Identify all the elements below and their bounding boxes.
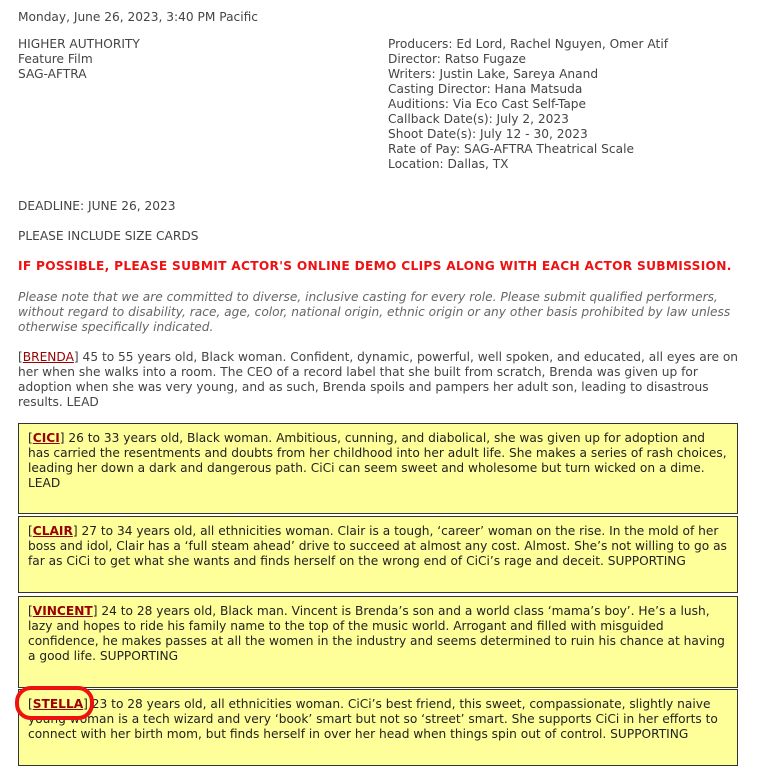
producers: Producers: Ed Lord, Rachel Nguyen, Omer Atif	[388, 37, 668, 51]
role-description: 24 to 28 years old, Black man. Vincent is Brenda’s son and a world class ‘mama’s boy’. He’s a lush, lazy and hopes to ride his family name to the top of the music world. Arrogant and filled with misguided confidence, he makes passes at all the women in the industry and seems determined to ruin his chance at having a good life. SUPPORTING	[28, 604, 725, 663]
bracket-open: [	[28, 524, 33, 538]
bracket-close: ]	[92, 604, 98, 618]
bracket-open: [	[28, 431, 33, 445]
project-title: HIGHER AUTHORITY	[18, 37, 140, 51]
role-link-stella[interactable]: STELLA	[32, 697, 84, 711]
role-description: 23 to 28 years old, all ethnicities woman. CiCi’s best friend, this sweet, compassionate, slightly naive young woman is a tech wizard and very ‘book’ smart but not so ‘street’ smart. She supports CiCi in her efforts to connect with her birth mom, but finds herself in over her head when things spin out of control. SUPPORTING	[28, 697, 718, 741]
callback-dates: Callback Date(s): July 2, 2023	[388, 112, 569, 126]
writers: Writers: Justin Lake, Sareya Anand	[388, 67, 599, 81]
bracket-open: [	[28, 604, 33, 618]
size-cards-note: PLEASE INCLUDE SIZE CARDS	[18, 229, 199, 243]
role-description: 26 to 33 years old, Black woman. Ambitious, cunning, and diabolical, she was given up for adoption and has carried the resentments and doubts from her childhood into her adult life. She makes a series of rash choices, leading her down a dark and dangerous path. CiCi can seem sweet and wholesome but turn wicked on a dime. LEAD	[28, 431, 727, 490]
director: Director: Ratso Fugaze	[388, 52, 527, 66]
diversity-statement: Please note that we are committed to diverse, inclusive casting for every role. Please submit qualified performers, without regard to disability, race, age, color, national origin, ethnic origin or any other basis prohibited by law unless otherwise specifically indicated.	[18, 290, 731, 334]
union-status: SAG-AFTRA	[18, 67, 87, 81]
role-link-cici[interactable]: CICI	[32, 431, 60, 445]
role-link-vincent[interactable]: VINCENT	[32, 604, 93, 618]
location: Location: Dallas, TX	[388, 157, 509, 171]
shoot-dates: Shoot Date(s): July 12 - 30, 2023	[388, 127, 588, 141]
role-description: 45 to 55 years old, Black woman. Confident, dynamic, powerful, well spoken, and educated, all eyes are on her when she walks into a room. The CEO of a record label that she built from scratch, Brenda was given up for adoption when she was very young, and as such, Brenda spoils and pampers her adult son, leading to disastrous results. LEAD	[18, 350, 739, 409]
rate-of-pay: Rate of Pay: SAG-AFTRA Theatrical Scale	[388, 142, 634, 156]
project-type: Feature Film	[18, 52, 93, 66]
role-vincent	[18, 596, 738, 688]
casting-director: Casting Director: Hana Matsuda	[388, 82, 583, 96]
production-details	[388, 37, 668, 172]
posting-date: Monday, June 26, 2023, 3:40 PM Pacific	[18, 10, 259, 24]
project-info	[18, 37, 140, 82]
role-brenda	[18, 350, 740, 410]
bracket-close: ]	[83, 697, 88, 711]
bracket-open: [	[28, 697, 33, 711]
deadline: DEADLINE: JUNE 26, 2023	[18, 199, 176, 213]
role-link-clair[interactable]: CLAIR	[32, 524, 73, 538]
bracket-close: ]	[72, 524, 78, 538]
role-link-brenda[interactable]: BRENDA	[22, 350, 74, 364]
demo-clips-notice: IF POSSIBLE, PLEASE SUBMIT ACTOR'S ONLINE DEMO CLIPS ALONG WITH EACH ACTOR SUBMISSION.	[18, 259, 732, 273]
role-description: 27 to 34 years old, all ethnicities woman. Clair is a tough, ‘career’ woman on the rise. In the mold of her boss and idol, Clair has a ‘full steam ahead’ drive to succeed at almost any cost. Almost. She’s not willing to go as far as CiCi to get what she wants and finds herself on the wrong end of CiCi’s rage and deceit. SUPPORTING	[28, 524, 727, 568]
bracket-close: ]	[59, 431, 65, 445]
auditions: Auditions: Via Eco Cast Self-Tape	[388, 97, 587, 111]
role-clair	[18, 516, 738, 593]
bracket-open: [	[18, 350, 23, 364]
bracket-close: ]	[73, 350, 79, 364]
role-stella	[18, 689, 738, 766]
role-cici	[18, 423, 738, 514]
